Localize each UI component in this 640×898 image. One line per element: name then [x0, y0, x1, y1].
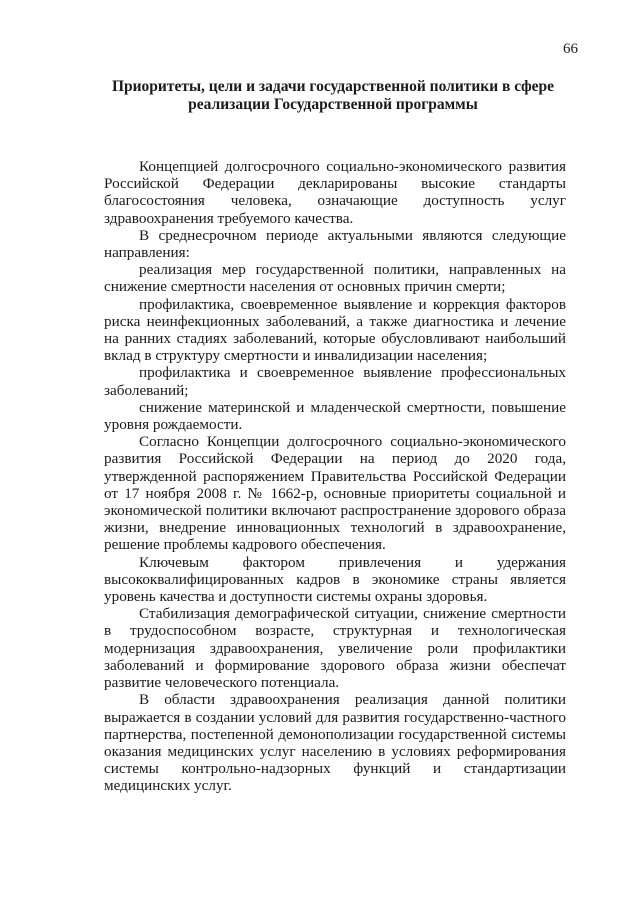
paragraph: Концепцией долгосрочного социально-экономического развития Российской Федерации декларированы высокие стандарты благосостояния человека, означающие доступность услуг здравоохранения требуемого качества. [104, 158, 566, 227]
paragraph: Согласно Концепции долгосрочного социально-экономического развития Российской Федерации на период до 2020 года, утвержденной распоряжением Правительства Российской Федерации от 17 ноября 2008 г. № 1662-р, основные приоритеты социальной и экономической политики включают распространение здорового образа жизни, внедрение инновационных технологий в здравоохранение, решение проблемы кадрового обеспечения. [104, 433, 566, 554]
paragraph: профилактика и своевременное выявление профессиональных заболеваний; [104, 364, 566, 399]
title-line: Приоритеты, цели и задачи государственной политики в сфере [111, 78, 555, 95]
paragraph: Ключевым фактором привлечения и удержания высококвалифицированных кадров в экономике страны является уровень качества и доступности системы охраны здоровья. [104, 553, 566, 606]
paragraph: В среднесрочном периоде актуальными являются следующие направления: [104, 226, 566, 262]
document-body [104, 158, 566, 795]
title-line: реализации Государственной программы [188, 96, 478, 113]
paragraph: снижение материнской и младенческой смертности, повышение уровня рождаемости. [104, 398, 566, 434]
page-number: 66 [563, 41, 578, 57]
paragraph: профилактика, своевременное выявление и коррекция факторов риска неинфекционных заболеваний, а также диагностика и лечение на ранних стадиях заболеваний, которые обусловливают наибольший вклад в структуру смертности и инвалидизации населения; [104, 295, 566, 365]
paragraph: В области здравоохранения реализация данной политики выражается в создании условий для развития государственно-частного партнерства, постепенной демонополизации государственной системы оказания медицинских услуг населению в условиях реформирования системы контрольно-надзорных функций и стандартизации медицинских услуг. [104, 691, 566, 795]
document-title [100, 78, 566, 114]
paragraph: Стабилизация демографической ситуации, снижение смертности в трудоспособном возрасте, структурная и технологическая модернизация здравоохранения, увеличение роли профилактики заболеваний и формирование здорового образа жизни обеспечат развитие человеческого потенциала. [104, 605, 566, 692]
paragraph: реализация мер государственной политики, направленных на снижение смертности населения от основных причин смерти; [104, 261, 566, 296]
